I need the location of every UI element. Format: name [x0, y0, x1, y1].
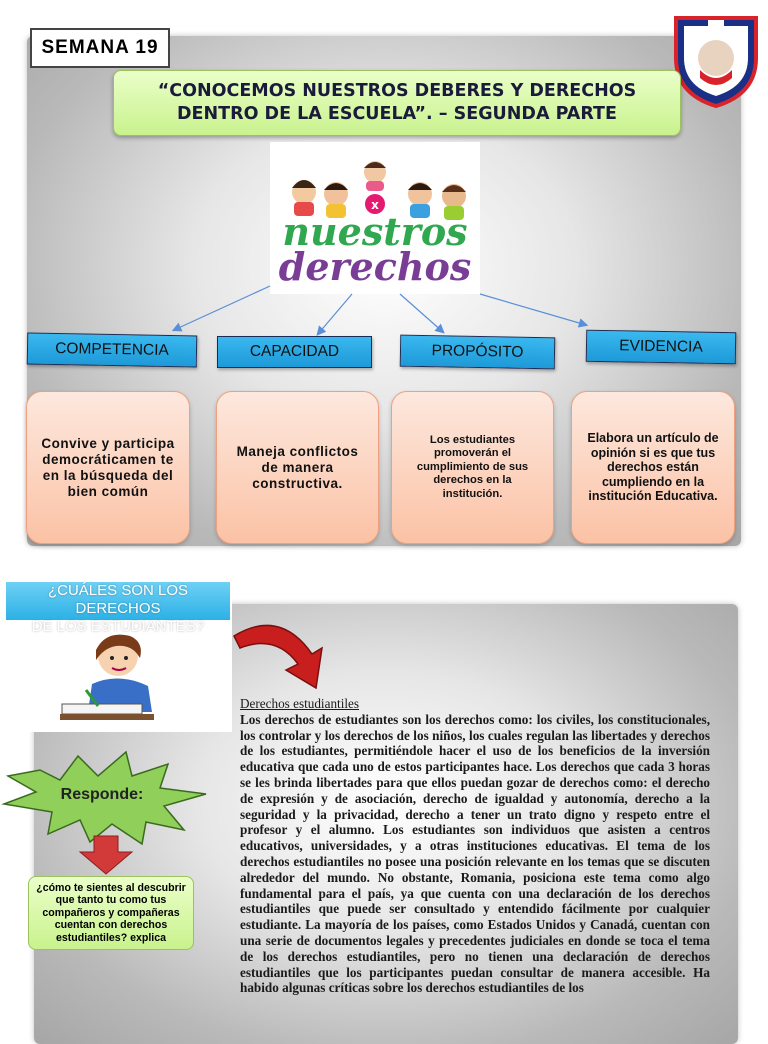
question-box: [28, 876, 194, 950]
arrow-competencia: [174, 286, 270, 330]
question-text: ¿cómo te sientes al descubrir que tanto tu como tus compañeros y compañeras cuentan con derechos estudiantiles? explica: [36, 881, 186, 944]
article-heading: Derechos estudiantiles: [240, 696, 360, 711]
week-label: SEMANA 19: [30, 28, 170, 68]
title-line-2: DENTRO DE LA ESCUELA”. – SEGUNDA PARTE: [177, 104, 617, 124]
arrow-evidencia: [480, 294, 586, 325]
rights-title-line-2: DE LOS ESTUDIANTES?: [31, 618, 205, 635]
card-proposito-text: Los estudiantes promoverán el cumplimiento de sus derechos en la institución.: [416, 433, 529, 500]
logo-badge: x: [371, 198, 379, 212]
arrow-proposito: [400, 294, 443, 332]
rights-title: [6, 582, 230, 635]
card-evidencia: [571, 391, 735, 544]
card-competencia-text: Convive y participa democráticamen te en la búsqueda del bien común: [41, 435, 175, 499]
card-evidencia-text: Elabora un artículo de opinión si es que tus derechos están cumpliendo en la institución Educativa.: [587, 431, 719, 504]
logo-word-derechos: derechos: [278, 244, 472, 289]
title-line-1: “CONOCEMOS NUESTROS DEBERES Y DERECHOS: [157, 81, 637, 102]
card-capacidad-text: Maneja conflictos de manera constructiva.: [236, 443, 359, 491]
article-body: Los derechos de estudiantes son los derechos como: los civiles, los constitucionales, los controlar y los derechos de los niños, los cuales regulan las libertades y derechos de los estudiantes, permitiéndole hacer el uso de los beneficios de la inversión educativa que cada uno de estos participantes hace. Los derechos que cada 3 horas se les brinda libertades para que ellos puedan gozar de derechos como: el derecho de expresión y de asociación, derecho de igualdad y autonomía, derecho a la seguridad y la privacidad, derecho a tener un trato digno y respeto entre el profesor y el alumno. Los estudiantes son individuos que asisten a centros educativos, universidades, y a otras instituciones educativas. El tema de los derechos estudiantiles no posee una posición relevante en los temas que se discuten alrededor del mundo. No obstante, Romania, posiciona este tema como algo fundamental para el país, ya que cuenta con una declaración de los derechos estudiantiles que puede ser consultado y entendido fácilmente por cualquier estudiante. La mayoría de los países, como Estados Unidos y Canadá, cuentan con una serie de documentos legales y precedentes judiciales en donde se toca el tema de los derechos estudiantiles, pero no tienen una declaración de derechos estudiantiles que los participantes puedan consultar de manera accesible. Ha habido algunas críticas sobre los derechos estudiantiles de los: [240, 711, 710, 996]
logo-word-nuestros: nuestros: [282, 209, 468, 254]
card-capacidad: [216, 391, 379, 544]
label-evidencia: EVIDENCIA: [586, 330, 737, 365]
label-capacidad: CAPACIDAD: [217, 336, 372, 368]
arrow-capacidad: [318, 294, 352, 334]
student-writing-icon: [56, 626, 166, 726]
article: [240, 696, 710, 996]
rights-title-line-1: ¿CUÁLES SON LOS DERECHOS: [47, 582, 189, 617]
down-arrow-icon: [78, 836, 134, 876]
card-proposito: [391, 391, 554, 544]
label-competencia: COMPETENCIA: [27, 333, 198, 368]
card-competencia: [26, 391, 190, 544]
curved-arrow-icon: [230, 614, 330, 694]
responde-label: Responde:: [60, 786, 144, 803]
label-proposito: PROPÓSITO: [400, 335, 556, 370]
